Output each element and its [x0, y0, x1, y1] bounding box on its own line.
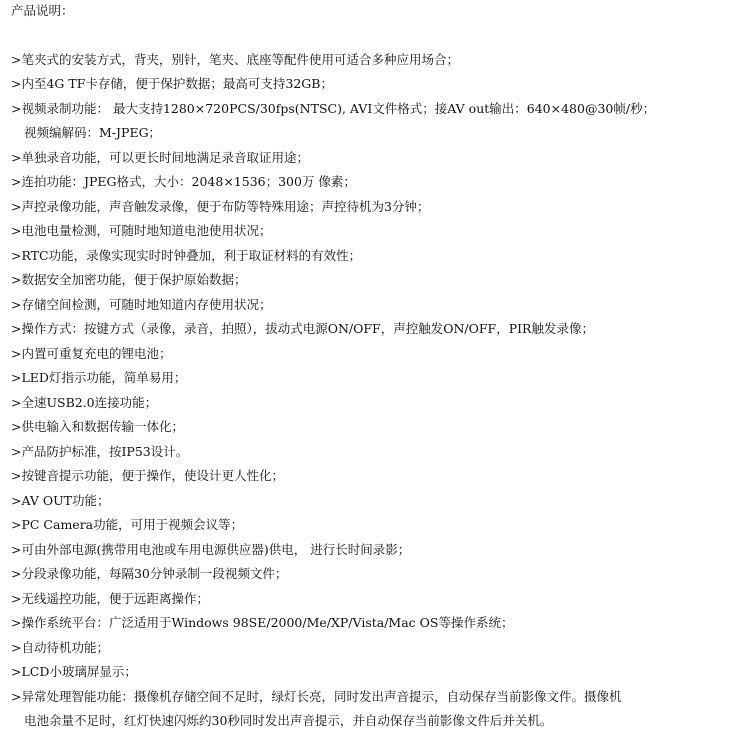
feature-auto-standby: >自动待机功能；: [11, 640, 109, 655]
feature-remote-control: >无线遥控功能，便于远距离操作；: [11, 591, 209, 606]
feature-video-codec: 视频编解码：M-JPEG；: [24, 125, 162, 140]
feature-protection: >产品防护标准，按IP53设计。: [11, 444, 189, 459]
feature-av-out: >AV OUT功能；: [11, 493, 110, 508]
feature-operation-mode: >操作方式：按键方式（录像，录音，拍照），拔动式电源ON/OFF，声控触发ON/OFF，PIR触发录像；: [11, 321, 594, 336]
feature-usb: >全速USB2.0连接功能；: [11, 395, 158, 410]
feature-mounting: >笔夹式的安装方式，背夹，别针，笔夹、底座等配件使用可适合多种应用场合；: [11, 52, 459, 67]
feature-audio-recording: >单独录音功能，可以更长时间地满足录音取证用途；: [11, 150, 309, 165]
feature-external-power: >可由外部电源(携带用电池或车用电源供应器)供电， 进行长时间录影；: [11, 542, 411, 557]
feature-power-data: >供电输入和数据传输一体化；: [11, 419, 184, 434]
feature-voice-activated: >声控录像功能，声音触发录像，便于布防等特殊用途；声控待机为3分钟；: [11, 199, 430, 214]
feature-exception-handling-cont: 电池余量不足时，红灯快速闪烁约30秒同时发出声音提示，并自动保存当前影像文件后并关机。: [24, 713, 553, 728]
feature-encryption: >数据安全加密功能，便于保护原始数据；: [11, 272, 247, 287]
feature-burst-photo: >连拍功能：JPEG格式，大小：2048×1536；300万 像素；: [11, 174, 356, 189]
feature-exception-handling: >异常处理智能功能：摄像机存储空间不足时，绿灯长亮，同时发出声音提示，自动保存当前影像文件。摄像机: [11, 689, 622, 704]
feature-video-recording: >视频录制功能： 最大支持1280×720PCS/30fps(NTSC), AVI文件格式；接AV out输出：640×480@30帧/秒；: [11, 101, 656, 116]
feature-segment-recording: >分段录像功能，每隔30分钟录制一段视频文件；: [11, 566, 288, 581]
feature-battery-level: >电池电量检测，可随时地知道电池使用状况；: [11, 223, 272, 238]
feature-pc-camera: >PC Camera功能，可用于视频会议等；: [11, 517, 244, 532]
feature-storage: >内至4G TF卡存储，便于保护数据；最高可支持32GB；: [11, 76, 333, 91]
document-title: 产品说明：: [11, 3, 74, 18]
feature-battery: >内置可重复充电的锂电池；: [11, 346, 172, 361]
feature-os-platform: >操作系统平台：广泛适用于Windows 98SE/2000/Me/XP/Vista/Mac OS等操作系统；: [11, 615, 514, 630]
feature-led: >LED灯指示功能，简单易用；: [11, 370, 187, 385]
feature-rtc: >RTC功能，录像实现实时时钟叠加，利于取证材料的有效性；: [11, 248, 362, 263]
feature-storage-check: >存储空间检测，可随时地知道内存使用状况；: [11, 297, 272, 312]
feature-lcd: >LCD小玻璃屏显示；: [11, 664, 137, 679]
feature-key-tone: >按键音提示功能，便于操作，使设计更人性化；: [11, 468, 284, 483]
